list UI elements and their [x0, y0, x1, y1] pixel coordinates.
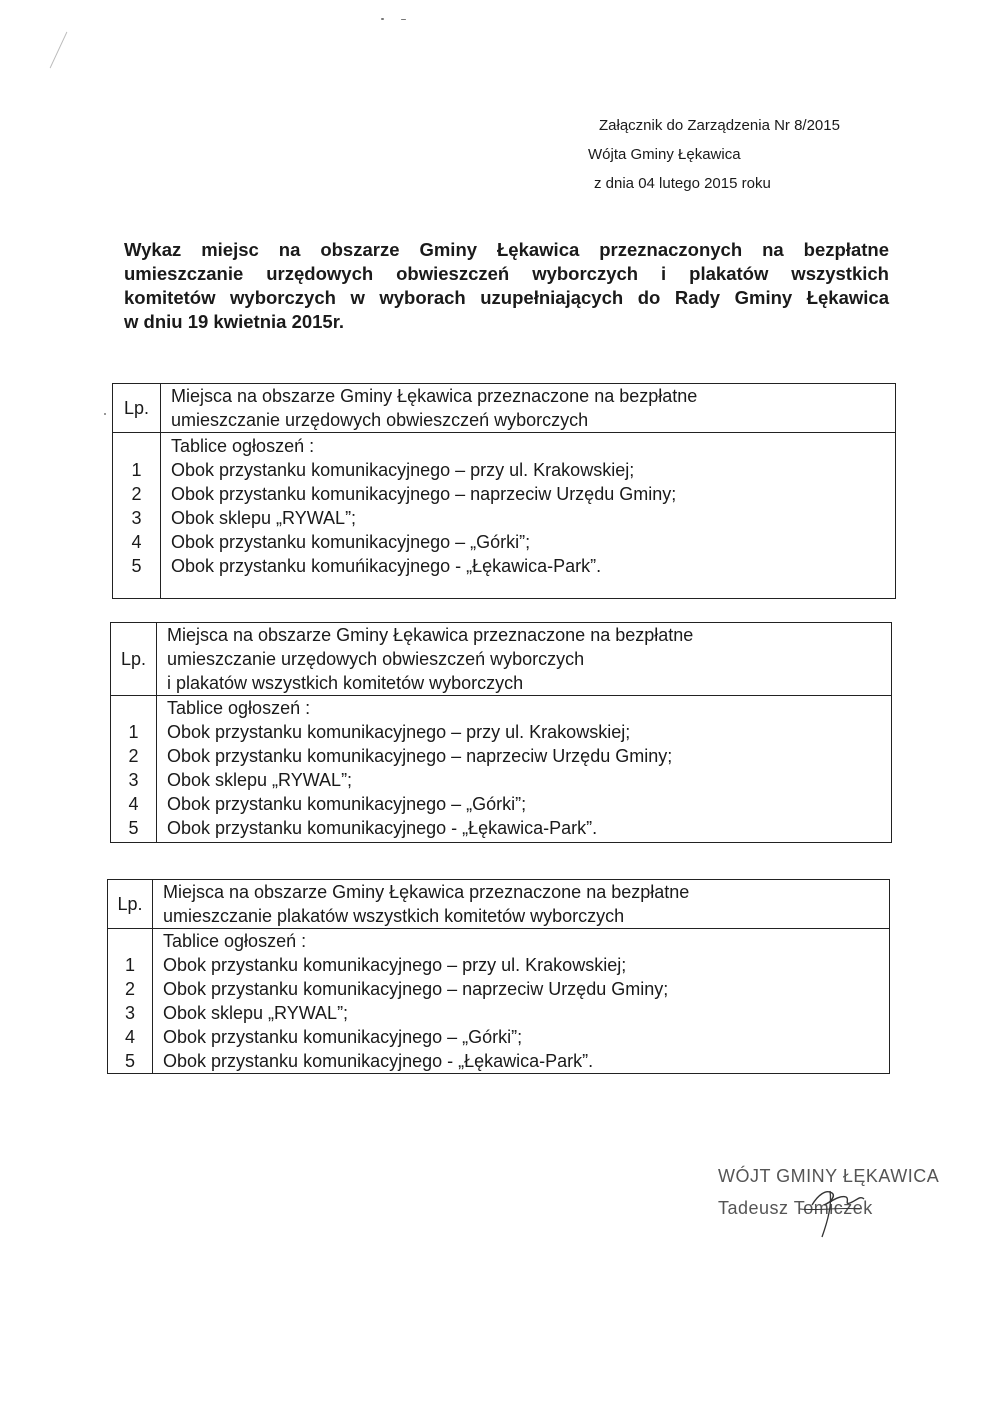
- lp-column: [111, 696, 157, 843]
- list-item: Obok przystanku komuńikacyjnego - „Łękawica-Park”.: [171, 556, 602, 576]
- locations-list: [157, 696, 892, 843]
- table-body-row: [113, 433, 896, 599]
- list-intro: Tablice ogłoszeń :: [167, 698, 311, 718]
- header-line: umieszczanie plakatów wszystkich komitetów wyborczych: [163, 906, 625, 926]
- list-intro: Tablice ogłoszeń :: [163, 931, 307, 951]
- header-description: [153, 880, 890, 929]
- attachment-date: z dnia 04 lutego 2015 roku: [594, 175, 771, 192]
- row-number: 3: [128, 770, 139, 790]
- list-item: Obok przystanku komunikacyjnego – przy ul. Krakowskiej;: [163, 955, 627, 975]
- row-number: 5: [124, 1051, 135, 1071]
- list-item: Obok sklepu „RYWAL”;: [163, 1003, 349, 1023]
- header-line: umieszczanie urzędowych obwieszczeń wyborczych: [167, 649, 585, 669]
- locations-list: [153, 929, 890, 1074]
- list-item: Obok przystanku komunikacyjnego – przy ul. Krakowskiej;: [167, 722, 631, 742]
- row-number: 2: [124, 979, 135, 999]
- list-item: Obok przystanku komunikacyjnego - „Łękawica-Park”.: [167, 818, 598, 838]
- header-line: umieszczanie urzędowych obwieszczeń wyborczych: [171, 410, 589, 430]
- row-number: 4: [128, 794, 139, 814]
- table-header-row: [111, 623, 892, 696]
- attachment-issuer: Wójta Gminy Łękawica: [588, 146, 741, 163]
- row-number: 1: [131, 460, 142, 480]
- handwritten-signature: [760, 1165, 870, 1245]
- list-item: Obok przystanku komunikacyjnego – przy ul. Krakowskiej;: [171, 460, 635, 480]
- scan-mark: [381, 18, 384, 20]
- list-item: Obok przystanku komunikacyjnego – naprzeciw Urzędu Gminy;: [167, 746, 673, 766]
- lp-header: Lp.: [108, 880, 153, 929]
- header-description: [157, 623, 892, 696]
- stamp-name: Tadeusz Tomiczek: [718, 1198, 873, 1218]
- locations-table-posters: [107, 879, 890, 1074]
- title-line: Wykaz miejsc na obszarze Gminy Łękawica przeznaczonych na bezpłatne: [124, 239, 889, 260]
- title-line: komitetów wyborczych w wyborach uzupełniających do Rady Gminy Łękawica: [124, 287, 889, 308]
- row-number: 2: [131, 484, 142, 504]
- list-item: Obok przystanku komunikacyjnego – naprzeciw Urzędu Gminy;: [171, 484, 677, 504]
- list-item: Obok przystanku komunikacyjnego – „Górki”;: [171, 532, 531, 552]
- row-number: 2: [128, 746, 139, 766]
- lp-header: Lp.: [111, 623, 157, 696]
- header-line: Miejsca na obszarze Gminy Łękawica przeznaczone na bezpłatne: [163, 882, 690, 902]
- table-header-row: [113, 384, 896, 433]
- header-description: [161, 384, 896, 433]
- header-line: Miejsca na obszarze Gminy Łękawica przeznaczone na bezpłatne: [167, 625, 694, 645]
- scan-mark: [104, 413, 106, 415]
- list-item: Obok przystanku komunikacyjnego – naprzeciw Urzędu Gminy;: [163, 979, 669, 999]
- row-number: 1: [128, 722, 139, 742]
- row-number: 5: [128, 818, 139, 838]
- header-line: Miejsca na obszarze Gminy Łękawica przeznaczone na bezpłatne: [171, 386, 698, 406]
- table-body-row: [111, 696, 892, 843]
- document-title: [124, 238, 889, 334]
- scan-mark: [50, 32, 68, 69]
- locations-table-notices: [112, 383, 896, 599]
- title-line: w dniu 19 kwietnia 2015r.: [124, 311, 345, 332]
- stamp-title: WÓJT GMINY ŁĘKAWICA: [718, 1166, 940, 1186]
- lp-column: [113, 433, 161, 599]
- list-item: Obok przystanku komunikacyjnego - „Łękawica-Park”.: [163, 1051, 594, 1071]
- list-item: Obok sklepu „RYWAL”;: [167, 770, 353, 790]
- scan-mark: [401, 19, 406, 20]
- row-number: 4: [124, 1027, 135, 1047]
- list-intro: Tablice ogłoszeń :: [171, 436, 315, 456]
- row-number: 4: [131, 532, 142, 552]
- row-number: 3: [131, 508, 142, 528]
- list-item: Obok sklepu „RYWAL”;: [171, 508, 357, 528]
- locations-table-notices-and-posters: [110, 622, 892, 843]
- row-number: 5: [131, 556, 142, 576]
- lp-header: Lp.: [113, 384, 161, 433]
- list-item: Obok przystanku komunikacyjnego – „Górki”;: [167, 794, 527, 814]
- attachment-reference: Załącznik do Zarządzenia Nr 8/2015: [599, 117, 840, 134]
- locations-list: [161, 433, 896, 599]
- table-body-row: [108, 929, 890, 1074]
- table-header-row: [108, 880, 890, 929]
- title-line: umieszczanie urzędowych obwieszczeń wyborczych i plakatów wszystkich: [124, 263, 889, 284]
- list-item: Obok przystanku komunikacyjnego – „Górki”;: [163, 1027, 523, 1047]
- header-line: i plakatów wszystkich komitetów wyborczych: [167, 673, 524, 693]
- row-number: 3: [124, 1003, 135, 1023]
- lp-column: [108, 929, 153, 1074]
- row-number: 1: [124, 955, 135, 975]
